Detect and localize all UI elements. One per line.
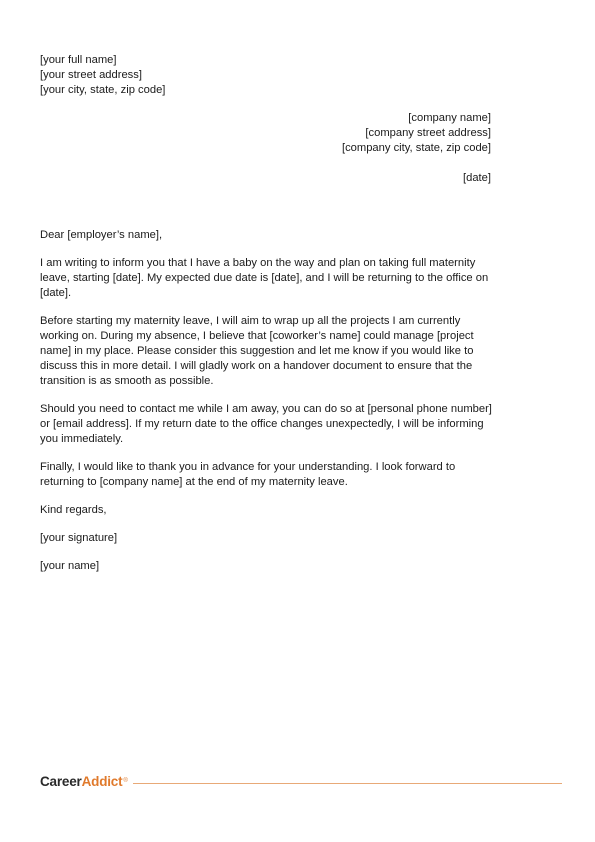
logo-addict-text: Addict — [81, 774, 123, 789]
paragraph-line: name] in my place. Please consider this suggestion and let me know if you would like to — [40, 345, 474, 357]
recipient-address — [342, 111, 491, 156]
letter-date: [date] — [463, 172, 491, 184]
paragraph-line: I am writing to inform you that I have a baby on the way and plan on taking full maternity — [40, 257, 476, 269]
sender-full-name: [your full name] — [40, 54, 117, 66]
sender-address — [40, 53, 165, 98]
sender-street-address: [your street address] — [40, 69, 142, 81]
recipient-street-address: [company street address] — [365, 127, 491, 139]
paragraph-line: you immediately. — [40, 433, 124, 445]
registered-mark-icon: ® — [123, 778, 128, 784]
logo-career-text: Career — [40, 774, 82, 789]
closing: Kind regards, — [40, 504, 107, 516]
footer-divider — [133, 783, 562, 784]
signature-placeholder: [your signature] — [40, 532, 118, 544]
name-placeholder: [your name] — [40, 560, 100, 572]
sender-city-state-zip: [your city, state, zip code] — [40, 84, 166, 96]
paragraph-line: or [email address]. If my return date to the office changes unexpectedly, I will be informing — [40, 418, 484, 430]
paragraph-line: Should you need to contact me while I am away, you can do so at [personal phone number] — [40, 403, 492, 415]
letter-body — [40, 228, 500, 587]
page-footer — [40, 774, 562, 794]
paragraph-line: transition is as smooth as possible. — [40, 375, 214, 387]
paragraph-line: [date]. — [40, 287, 72, 299]
paragraph-contact — [40, 402, 500, 447]
recipient-city-state-zip: [company city, state, zip code] — [341, 142, 491, 154]
paragraph-line: Before starting my maternity leave, I will aim to wrap up all the projects I am currently — [40, 315, 461, 327]
salutation: Dear [employer’s name], — [40, 229, 163, 241]
paragraph-line: leave, starting [date]. My expected due date is [date], and I will be returning to the office on — [40, 272, 489, 284]
paragraph-thanks — [40, 460, 500, 490]
paragraph-line: discuss this in more detail. I will gladly work on a handover document to ensure that the — [40, 360, 473, 372]
paragraph-line: working on. During my absence, I believe that [coworker’s name] could manage [project — [40, 330, 474, 342]
careeraddict-logo — [40, 774, 128, 789]
paragraph-intro — [40, 256, 500, 301]
paragraph-line: returning to [company name] at the end of my maternity leave. — [40, 476, 348, 488]
paragraph-handover — [40, 314, 500, 389]
paragraph-line: Finally, I would like to thank you in advance for your understanding. I look forward to — [40, 461, 456, 473]
recipient-company-name: [company name] — [408, 112, 491, 124]
